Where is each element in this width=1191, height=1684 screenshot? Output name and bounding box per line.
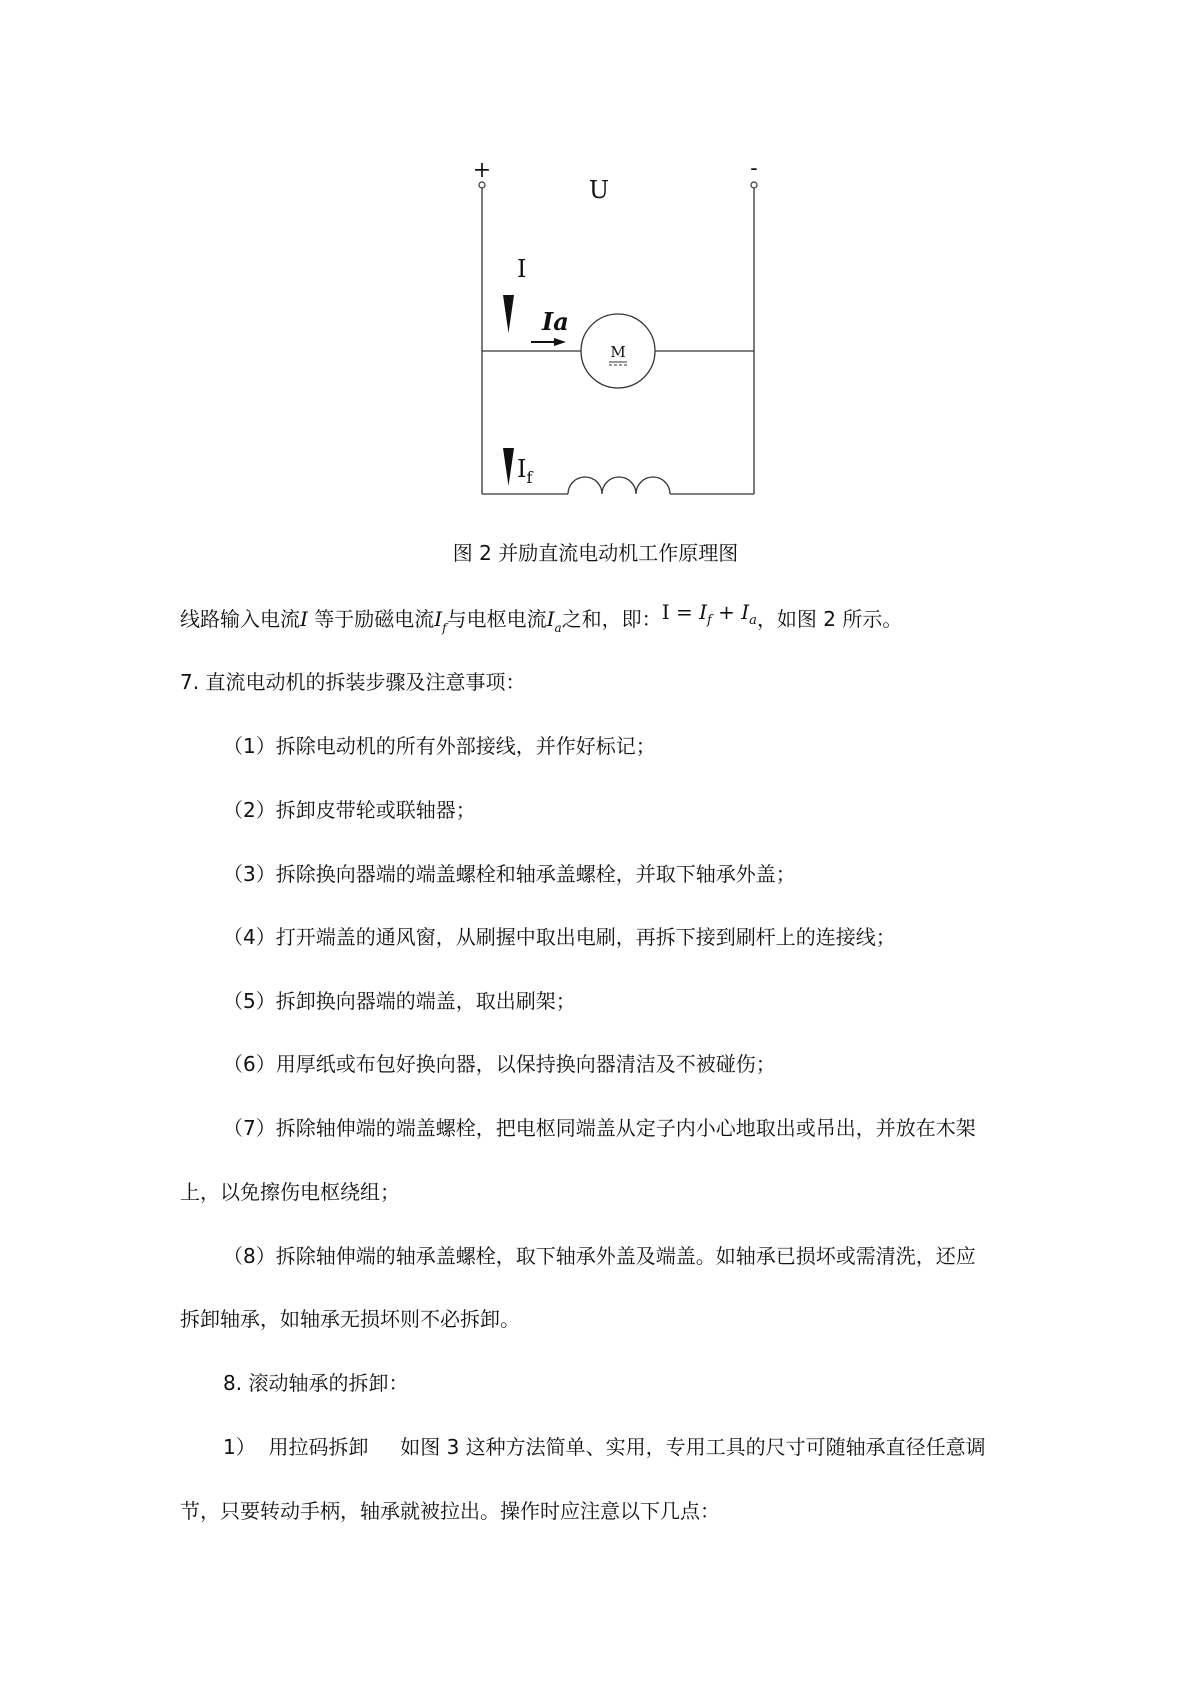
circuit-diagram — [0, 0, 1191, 520]
voltage-label: U — [588, 176, 610, 204]
armature-current-label: Ia — [542, 307, 569, 336]
total-current-label: I — [517, 255, 527, 283]
armature-current-arrow-head — [554, 338, 566, 346]
step-7-line-1: （7）拆除轴伸端的端盖螺栓，把电枢同端盖从定子内小心地取出或吊出，并放在木架 — [223, 1116, 976, 1140]
field-winding-coil — [568, 477, 670, 494]
step-8-line-1: （8）拆除轴伸端的轴承盖螺栓，取下轴承外盖及端盖。如轴承已损坏或需清洗，还应 — [223, 1244, 976, 1268]
formula-paragraph: 线路输入电流I 等于励磁电流$I_f$与电枢电流$I_a$之和，即：$I = I_f + I_a$，如图 2 所示。 — [180, 600, 903, 635]
minus-terminal-label: - — [750, 156, 758, 181]
plus-terminal-label: + — [472, 158, 492, 183]
step-4: （4）打开端盖的通风窗，从刷握中取出电刷，再拆下接到刷杆上的连接线； — [223, 925, 896, 949]
item-1-line-2: 节，只要转动手柄，轴承就被拉出。操作时应注意以下几点： — [180, 1499, 720, 1523]
step-8-line-2: 拆卸轴承，如轴承无损坏则不必拆卸。 — [180, 1307, 520, 1331]
step-3: （3）拆除换向器端的端盖螺栓和轴承盖螺栓，并取下轴承外盖； — [223, 862, 796, 886]
motor-label: M — [610, 343, 626, 361]
minus-terminal — [751, 182, 757, 188]
section-8-title: 8. 滚动轴承的拆卸： — [223, 1371, 409, 1395]
step-1: （1）拆除电动机的所有外部接线，并作好标记； — [223, 734, 656, 758]
section-7-title: 7. 直流电动机的拆装步骤及注意事项： — [180, 670, 526, 694]
equation: $I = I_f + I_a$ — [661, 600, 757, 628]
step-6: （6）用厚纸或布包好换向器，以保持换向器清洁及不被碰伤； — [223, 1052, 776, 1076]
field-current-label: $I_f$ — [517, 455, 533, 487]
figure-caption: 图 2 并励直流电动机工作原理图 — [452, 541, 739, 565]
item-1-line-1: 1） 用拉码拆卸 如图 3 这种方法简单、实用，专用工具的尺寸可随轴承直径任意调 — [223, 1435, 986, 1459]
field-current-arrow — [503, 448, 514, 486]
step-2: （2）拆卸皮带轮或联轴器； — [223, 798, 476, 822]
step-7-line-2: 上，以免擦伤电枢绕组； — [180, 1180, 400, 1204]
step-5: （5）拆卸换向器端的端盖，取出刷架； — [223, 989, 576, 1013]
total-current-arrow — [503, 295, 514, 333]
